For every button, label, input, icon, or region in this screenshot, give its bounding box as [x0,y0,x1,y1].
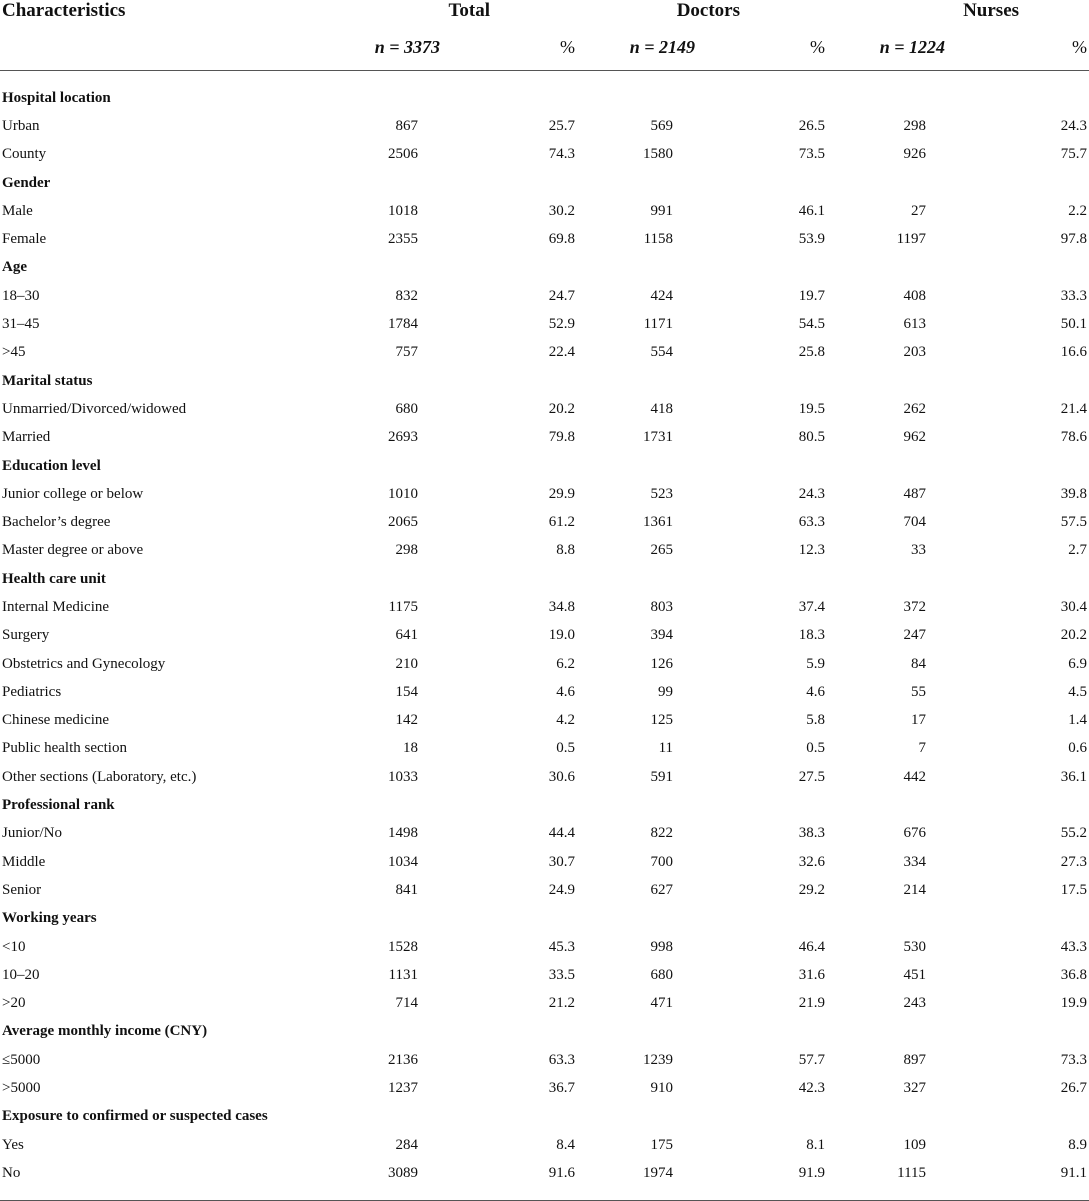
table-row [0,650,1089,678]
total-n-cell: 841 [395,881,418,898]
doctors-n-cell: 11 [658,740,674,757]
row-label: 18–30 [2,287,40,304]
doctors-pct-cell: 57.7 [798,1051,826,1068]
header-row [0,0,1089,24]
total-n-cell: 1498 [388,825,418,842]
total-pct-cell: 63.3 [548,1051,576,1068]
total-n-cell: 2355 [388,231,418,248]
nurses-pct-cell: 0.6 [1068,740,1088,757]
doctors-n-cell: 1361 [643,514,674,531]
total-pct-cell: 91.6 [548,1164,576,1181]
doctors-n-cell: 265 [650,542,674,559]
nurses-n-cell: 676 [903,825,927,842]
total-pct-cell: 6.2 [556,655,576,672]
total-n-cell: 1784 [388,316,418,333]
total-n-cell: 2693 [388,429,418,446]
row-label: Middle [2,853,46,870]
doctors-pct-cell: 53.9 [798,231,826,248]
section-header-row [0,1018,1089,1046]
total-pct-cell: 61.2 [548,514,576,531]
row-label: <10 [2,938,26,955]
table-row [0,678,1089,706]
doctors-pct-cell: 27.5 [798,768,826,785]
table-row [0,763,1089,791]
section-header-row [0,565,1089,593]
section-header-row [0,367,1089,395]
total-pct-cell: 22.4 [548,344,576,361]
nurses-pct-header: % [980,24,1089,71]
nurses-pct-cell: 33.3 [1060,287,1088,304]
doctors-pct-cell: 38.3 [798,825,826,842]
doctors-n-cell: 523 [650,485,674,502]
total-pct-cell: 20.2 [548,400,576,417]
table-row [0,848,1089,876]
nurses-n-cell: 1115 [897,1164,927,1181]
nurses-pct-cell: 30.4 [1060,598,1088,615]
row-label: >5000 [2,1080,41,1097]
total-n-cell: 1528 [388,938,418,955]
nurses-pct-cell: 39.8 [1060,485,1088,502]
total-pct-cell: 0.5 [556,740,576,757]
total-n-cell: 1175 [388,598,418,615]
doctors-pct-cell: 54.5 [798,316,826,333]
doctors-n-cell: 99 [658,683,674,700]
total-pct-cell: 24.7 [548,287,576,304]
nurses-pct-cell: 50.1 [1060,316,1088,333]
total-n-cell: 2065 [388,514,418,531]
doctors-n-cell: 822 [650,825,674,842]
row-label: Master degree or above [2,542,144,559]
table-row [0,339,1089,367]
doctors-pct-cell: 0.5 [806,740,826,757]
doctors-pct-cell: 80.5 [798,429,826,446]
doctors-n-cell: 175 [650,1136,674,1153]
total-pct-cell: 36.7 [548,1080,576,1097]
nurses-pct-cell: 24.3 [1060,117,1088,134]
total-pct-cell: 33.5 [548,966,576,983]
table-row [0,876,1089,904]
total-pct-cell: 69.8 [548,231,576,248]
section-header-row [0,905,1089,933]
nurses-n-header: n = 1224 [835,24,980,71]
total-n-cell: 284 [395,1136,418,1153]
doctors-n-cell: 1158 [643,231,674,248]
row-label: Public health section [2,740,127,757]
doctors-n-cell: 424 [650,287,674,304]
row-label: 10–20 [2,966,40,983]
doctors-pct-cell: 46.1 [798,202,826,219]
section-title: Education level [2,457,101,474]
doctors-n-cell: 1731 [643,429,674,446]
total-pct-cell: 25.7 [548,117,576,134]
doctors-n-cell: 700 [650,853,674,870]
table-row [0,1159,1089,1187]
nurses-pct-cell: 27.3 [1060,853,1088,870]
doctors-pct-cell: 24.3 [798,485,826,502]
doctors-pct-cell: 37.4 [798,598,826,615]
nurses-n-cell: 17 [911,712,927,729]
nurses-n-cell: 33 [911,542,927,559]
doctors-n-cell: 126 [650,655,674,672]
nurses-pct-cell: 26.7 [1060,1080,1088,1097]
section-title: Professional rank [2,797,115,814]
table-row [0,933,1089,961]
total-pct-cell: 44.4 [548,825,576,842]
total-n-cell: 18 [403,740,418,757]
total-pct-cell: 4.6 [556,683,576,700]
section-title: Hospital location [2,89,111,106]
total-pct-cell: 30.6 [548,768,576,785]
total-pct-cell: 52.9 [548,316,576,333]
total-n-cell: 1237 [388,1080,418,1097]
doctors-pct-cell: 91.9 [798,1164,826,1181]
nurses-n-cell: 298 [903,117,927,134]
nurses-n-cell: 243 [903,995,927,1012]
nurses-pct-cell: 2.7 [1068,542,1088,559]
total-n-cell: 714 [395,995,418,1012]
nurses-n-cell: 55 [911,683,927,700]
characteristics-header: Characteristics [2,0,126,21]
section-title: Working years [2,910,97,927]
total-n-cell: 2136 [388,1051,418,1068]
nurses-pct-cell: 36.1 [1060,768,1088,785]
total-pct-cell: 79.8 [548,429,576,446]
total-n-cell: 680 [395,400,418,417]
nurses-n-cell: 613 [903,316,927,333]
nurses-n-cell: 962 [903,429,927,446]
doctors-n-cell: 471 [650,995,674,1012]
total-n-cell: 142 [395,712,418,729]
row-label: >20 [2,995,26,1012]
total-n-cell: 867 [395,117,418,134]
total-n-cell: 1131 [388,966,418,983]
nurses-n-cell: 926 [903,146,927,163]
section-title: Health care unit [2,570,106,587]
section-header-row [0,84,1089,112]
nurses-pct-cell: 19.9 [1060,995,1088,1012]
doctors-pct-cell: 19.7 [798,287,826,304]
section-title: Average monthly income (CNY) [2,1023,208,1040]
total-pct-header: % [465,24,585,71]
table-row [0,735,1089,763]
table-row [0,112,1089,140]
nurses-pct-cell: 75.7 [1060,146,1088,163]
section-title: Age [2,259,27,276]
total-pct-cell: 30.2 [548,202,576,219]
row-label: Surgery [2,627,50,644]
row-label: Female [2,231,47,248]
doctors-pct-cell: 31.6 [798,966,826,983]
total-n-cell: 832 [395,287,418,304]
total-n-header: n = 3373 [345,24,465,71]
section-header-row [0,1103,1089,1131]
doctors-n-cell: 998 [650,938,674,955]
total-n-cell: 154 [395,683,418,700]
nurses-pct-cell: 2.2 [1068,202,1088,219]
nurses-pct-cell: 78.6 [1060,429,1088,446]
row-label: Pediatrics [2,683,62,700]
row-label: Male [2,202,33,219]
total-n-cell: 2506 [388,146,418,163]
table-row [0,225,1089,253]
nurses-n-cell: 451 [903,966,927,983]
table-row [0,310,1089,338]
section-title: Exposure to confirmed or suspected cases [2,1108,268,1125]
section-title: Marital status [2,372,93,389]
doctors-n-header: n = 2149 [585,24,725,71]
nurses-n-cell: 247 [903,627,927,644]
nurses-n-cell: 442 [903,768,927,785]
nurses-pct-cell: 43.3 [1060,938,1088,955]
nurses-pct-cell: 73.3 [1060,1051,1088,1068]
subheader-row [0,24,1089,71]
nurses-n-cell: 84 [911,655,927,672]
table-row [0,1046,1089,1074]
doctors-pct-cell: 5.9 [806,655,826,672]
doctors-pct-cell: 21.9 [798,995,826,1012]
total-pct-cell: 45.3 [548,938,576,955]
nurses-pct-cell: 6.9 [1068,655,1088,672]
doctors-header: Doctors [676,0,741,21]
nurses-n-cell: 487 [903,485,927,502]
doctors-n-cell: 554 [650,344,674,361]
table-row [0,424,1089,452]
nurses-n-cell: 530 [903,938,927,955]
total-n-cell: 1010 [388,485,418,502]
nurses-pct-cell: 20.2 [1060,627,1088,644]
total-pct-cell: 74.3 [548,146,576,163]
doctors-n-cell: 803 [650,598,674,615]
total-pct-cell: 8.4 [556,1136,576,1153]
total-n-cell: 1018 [388,202,418,219]
table-row [0,622,1089,650]
total-n-cell: 298 [395,542,418,559]
doctors-pct-cell: 63.3 [798,514,826,531]
row-label: County [2,146,47,163]
doctors-pct-cell: 4.6 [806,683,826,700]
doctors-n-cell: 125 [650,712,674,729]
doctors-pct-cell: 19.5 [798,400,826,417]
total-n-cell: 210 [395,655,418,672]
table-row [0,537,1089,565]
doctors-pct-cell: 25.8 [798,344,826,361]
nurses-pct-cell: 4.5 [1068,683,1088,700]
total-pct-cell: 8.8 [556,542,576,559]
doctors-n-cell: 991 [650,202,674,219]
doctors-pct-cell: 26.5 [798,117,826,134]
nurses-n-cell: 27 [911,202,927,219]
row-label: Chinese medicine [2,712,110,729]
section-header-row [0,254,1089,282]
nurses-n-cell: 1197 [896,231,927,248]
nurses-n-cell: 109 [903,1136,927,1153]
nurses-pct-cell: 16.6 [1060,344,1088,361]
table-row [0,990,1089,1018]
doctors-pct-cell: 18.3 [798,627,826,644]
total-pct-cell: 29.9 [548,485,576,502]
nurses-n-cell: 408 [903,287,927,304]
row-label: Bachelor’s degree [2,514,111,531]
row-label: 31–45 [2,316,40,333]
nurses-n-cell: 7 [918,740,927,757]
table-row [0,820,1089,848]
row-label: Married [2,429,51,446]
doctors-n-cell: 591 [650,768,674,785]
table-row [0,1074,1089,1102]
section-header-row [0,791,1089,819]
section-header-row [0,169,1089,197]
row-label: ≤5000 [2,1051,41,1068]
row-label: Yes [2,1136,24,1153]
doctors-pct-cell: 5.8 [806,712,826,729]
doctors-n-cell: 910 [650,1080,674,1097]
doctors-pct-cell: 46.4 [798,938,826,955]
table-row [0,480,1089,508]
doctors-n-cell: 569 [650,117,674,134]
row-label: Urban [2,117,40,134]
table-row [0,593,1089,621]
doctors-n-cell: 1171 [643,316,674,333]
nurses-n-cell: 372 [903,598,927,615]
nurses-pct-cell: 91.1 [1060,1164,1088,1181]
total-pct-cell: 24.9 [548,881,576,898]
nurses-n-cell: 704 [903,514,927,531]
nurses-pct-cell: 97.8 [1060,231,1088,248]
doctors-n-cell: 1974 [643,1164,674,1181]
doctors-n-cell: 627 [650,881,674,898]
nurses-pct-cell: 8.9 [1068,1136,1088,1153]
nurses-n-cell: 203 [903,344,927,361]
doctors-n-cell: 394 [650,627,674,644]
nurses-pct-cell: 1.4 [1068,712,1088,729]
table-row [0,1131,1089,1159]
doctors-pct-cell: 12.3 [798,542,826,559]
total-pct-cell: 34.8 [548,598,576,615]
nurses-n-cell: 897 [903,1051,927,1068]
table-row [0,395,1089,423]
total-n-cell: 1034 [388,853,418,870]
total-pct-cell: 19.0 [548,627,576,644]
row-label: Internal Medicine [2,598,110,615]
nurses-n-cell: 327 [903,1080,927,1097]
nurses-header: Nurses [963,0,1020,21]
doctors-n-cell: 1239 [643,1051,674,1068]
section-title: Gender [2,174,51,191]
row-label: >45 [2,344,26,361]
nurses-pct-cell: 36.8 [1060,966,1088,983]
row-label: Junior college or below [2,485,144,502]
doctors-pct-cell: 8.1 [806,1136,826,1153]
doctors-pct-cell: 73.5 [798,146,826,163]
table-row [0,961,1089,989]
doctors-pct-cell: 32.6 [798,853,826,870]
doctors-pct-header: % [725,24,835,71]
table-row [0,141,1089,169]
row-label: Unmarried/Divorced/widowed [2,400,187,417]
row-label: Junior/No [2,825,62,842]
doctors-n-cell: 1580 [643,146,674,163]
total-n-cell: 1033 [388,768,418,785]
table-row [0,508,1089,536]
table-body [0,84,1089,1188]
nurses-n-cell: 214 [903,881,927,898]
table-row [0,282,1089,310]
nurses-n-cell: 262 [903,400,927,417]
total-n-cell: 757 [395,344,418,361]
doctors-n-cell: 680 [650,966,674,983]
row-label: Senior [2,881,42,898]
total-pct-cell: 30.7 [548,853,576,870]
nurses-pct-cell: 17.5 [1060,881,1088,898]
doctors-pct-cell: 29.2 [798,881,826,898]
nurses-pct-cell: 21.4 [1060,400,1088,417]
table-row [0,707,1089,735]
table-row [0,197,1089,225]
doctors-n-cell: 418 [650,400,674,417]
total-header: Total [448,0,491,21]
total-n-cell: 641 [395,627,418,644]
total-pct-cell: 4.2 [556,712,576,729]
nurses-n-cell: 334 [903,853,927,870]
total-pct-cell: 21.2 [548,995,576,1012]
nurses-pct-cell: 57.5 [1060,514,1088,531]
row-label: Other sections (Laboratory, etc.) [2,768,197,785]
nurses-pct-cell: 55.2 [1060,825,1088,842]
section-header-row [0,452,1089,480]
row-label: No [2,1164,21,1181]
total-n-cell: 3089 [388,1164,418,1181]
doctors-pct-cell: 42.3 [798,1080,826,1097]
row-label: Obstetrics and Gynecology [2,655,166,672]
